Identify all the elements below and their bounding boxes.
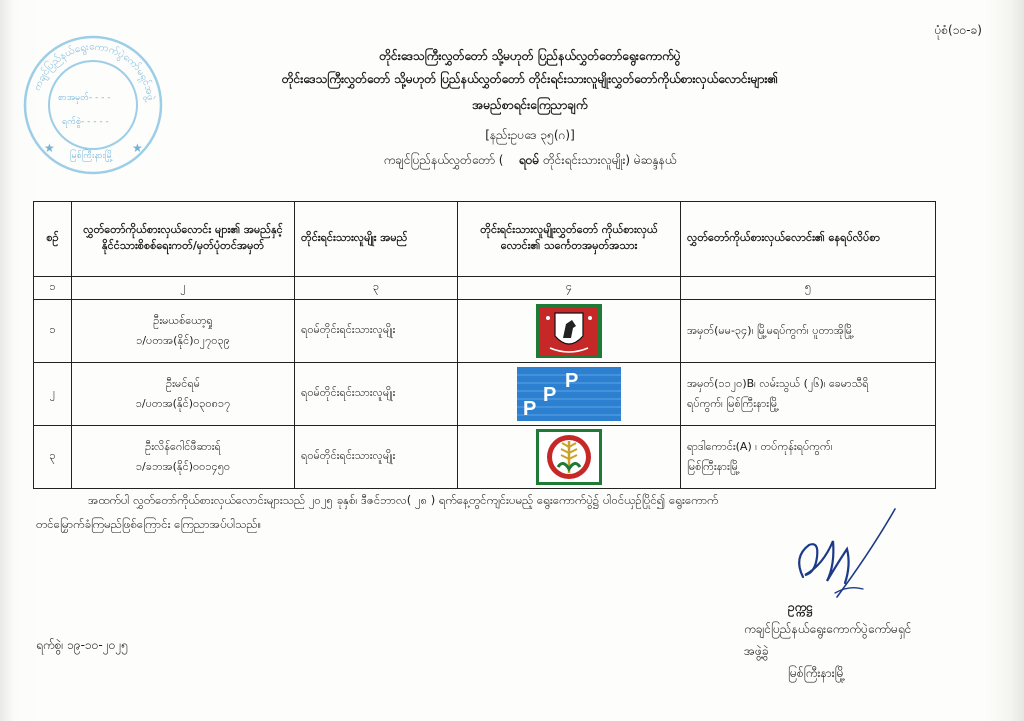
heading-candidates: တိုင်းဒေသကြီးလွှတ်တော် သို့မဟုတ် ပြည်နယ်လွှတ်တော် တိုင်းရင်းသားလူမျိုးလွှတ်တော်ကိုယ်စားလှယ်လောင်းများ၏ (281, 72, 779, 86)
candidate-name-nrc (72, 363, 295, 426)
address-line: ရာဒါကောင်း(A) ၊ တပ်ကုန်းရပ်ကွက်၊ (687, 440, 833, 453)
signer-title: ဥက္ကဋ္ဌ (788, 600, 813, 614)
header-address: လွှတ်တော်ကိုယ်စားလှယ်လောင်း၏ နေရပ်လိပ်စာ (681, 202, 936, 277)
header-serial: စဉ် (34, 202, 72, 277)
candidate-address (681, 363, 936, 426)
ppp-emblem-icon (517, 367, 621, 421)
candidate-address (681, 300, 936, 363)
row-serial: ၂ (34, 363, 72, 426)
ppp-letter: P (523, 398, 537, 420)
heading-announcement: အမည်စာရင်းကြေညာချက် (472, 98, 588, 112)
table-row (34, 300, 936, 363)
document-date: ရက်စွဲ၊ ၁၉-၁၀-၂၀၂၅ (36, 638, 129, 652)
candidate-name: ဦးမင်ရမ် (166, 377, 200, 390)
seal-star-icon: ★ (132, 141, 143, 155)
table-row (34, 363, 936, 426)
seal-city: မြစ်ကြီးနားမြို့ (70, 151, 114, 161)
constituency-line (150, 152, 910, 170)
candidate-nrc: ၁/ပတအ(နိုင်)၀၃၀၈၁၇ (135, 397, 231, 410)
signer-organization: ကချင်ပြည်နယ်ရွေးကောက်ပွဲကော်မရှင်အဖွဲ့ခွဲ (744, 622, 912, 658)
address-line: အမှတ်(၁၁၂၀)B၊ လမ်းသွယ် (၂၆)၊ ခေမာသီရိ (687, 377, 869, 390)
signer-city: မြစ်ကြီးနားမြို့ (788, 666, 846, 680)
candidate-symbol (458, 426, 681, 489)
candidate-name-nrc (72, 300, 295, 363)
horse-emblem-icon (536, 304, 602, 358)
column-number-row (34, 277, 936, 300)
candidate-nrc: ၁/ပတအ(နိုင်)၀၂၇၀၃၉ (136, 334, 230, 347)
candidate-symbol (458, 363, 681, 426)
row-serial: ၁ (34, 300, 72, 363)
column-number: ၁ (34, 277, 72, 300)
candidate-ethnicity: ရဝမ်တိုင်းရင်းသားလူမျိုး (295, 363, 458, 426)
column-number: ၃ (295, 277, 458, 300)
column-number: ၅ (681, 277, 936, 300)
address-line: မြစ်ကြီးနားမြို့ (687, 460, 740, 473)
constituency-suffix: တိုင်းရင်းသားလူမျိုး) မဲဆန္ဒနယ် (543, 153, 677, 167)
candidate-address (681, 426, 936, 489)
seal-ring-text: ကချင်ပြည်နယ်ရွေးကောက်ပွဲကော်မရှင်အဖွဲ့ (31, 41, 156, 102)
candidate-symbol (458, 300, 681, 363)
seal-line-date: ရက်စွဲ- - - - - (62, 117, 109, 127)
row-serial: ၃ (34, 426, 72, 489)
constituency-name: ရဝမ် (518, 153, 540, 167)
office-seal-stamp (22, 34, 164, 176)
candidate-ethnicity: ရဝမ်တိုင်းရင်းသားလူမျိုး (295, 300, 458, 363)
constituency-prefix: ကချင်ပြည်နယ်လွှတ်တော် ( (383, 153, 504, 167)
table-header-row (34, 202, 936, 277)
candidate-nrc: ၁/ခဘအ(နိုင်)၀၀၁၄၅၀ (135, 460, 231, 473)
candidate-name-nrc (72, 426, 295, 489)
ppp-letter: P (565, 370, 579, 392)
heading-election: တိုင်းဒေသကြီးလွှတ်တော် သို့မဟုတ် ပြည်နယ်လွှတ်တော်ရွေးကောက်ပွဲ (379, 49, 681, 63)
seal-line-no: စာအမှတ်- - - - (58, 93, 111, 103)
header-ethnicity: တိုင်းရင်းသားလူမျိုး အမည် (295, 202, 458, 277)
header-name-nrc: လွှတ်တော်ကိုယ်စားလှယ်လောင်း များ၏ အမည်နှင့် နိုင်ငံသားစိစစ်ရေးကတ်/မှတ်ပုံတင်အမှတ် (72, 202, 295, 277)
ppp-letter: P (543, 384, 557, 406)
note-line: အထက်ပါ လွှတ်တော်ကိုယ်စားလှယ်လောင်းများသည် ၂၀၂၅ ခုနှစ်၊ ဒီဇင်ဘာလ( ၂၈ ) ရက်နေ့တွင်ကျင်းပမည့် ရွေးကောက်ပွဲ၌ ပါဝင်ယှဉ်ပြိုင်၍ ရွေးကောက် (88, 493, 719, 507)
candidate-table (33, 201, 936, 489)
address-line: ရပ်ကွက်၊ မြစ်ကြီးနားမြို့ (687, 397, 779, 410)
form-number: ပုံစံ(၁၀-ခ) (934, 23, 982, 37)
column-number: ၂ (72, 277, 295, 300)
table-row (34, 426, 936, 489)
address-line: အမှတ်(မမ-၃၄)၊ မြို့မရပ်ကွက်၊ ပူတာအိုမြို့ (687, 324, 854, 337)
seal-star-icon: ★ (44, 141, 55, 155)
candidate-ethnicity: ရဝမ်တိုင်းရင်းသားလူမျိုး (295, 426, 458, 489)
signature-block (744, 596, 924, 684)
wheat-emblem-icon (536, 429, 602, 485)
candidate-name: ဦးလိန်ဂေါင်ဖီဆားရ် (145, 440, 221, 453)
header-symbol: တိုင်းရင်းသားလူမျိုးလွှတ်တော် ကိုယ်စားလှယ်လောင်း၏ သင်္ကေတအမှတ်အသား (458, 202, 681, 277)
note-line: တင်မြှောက်ခံကြမည်ဖြစ်ကြောင်း ကြေညာအပ်ပါသည်။ (36, 517, 262, 531)
rule-reference: [နည်းဥပဒေ ၃၅(ဂ)] (485, 128, 575, 142)
candidate-name: ဦးမယစ်ယော့ရှု (153, 314, 213, 327)
column-number: ၄ (458, 277, 681, 300)
